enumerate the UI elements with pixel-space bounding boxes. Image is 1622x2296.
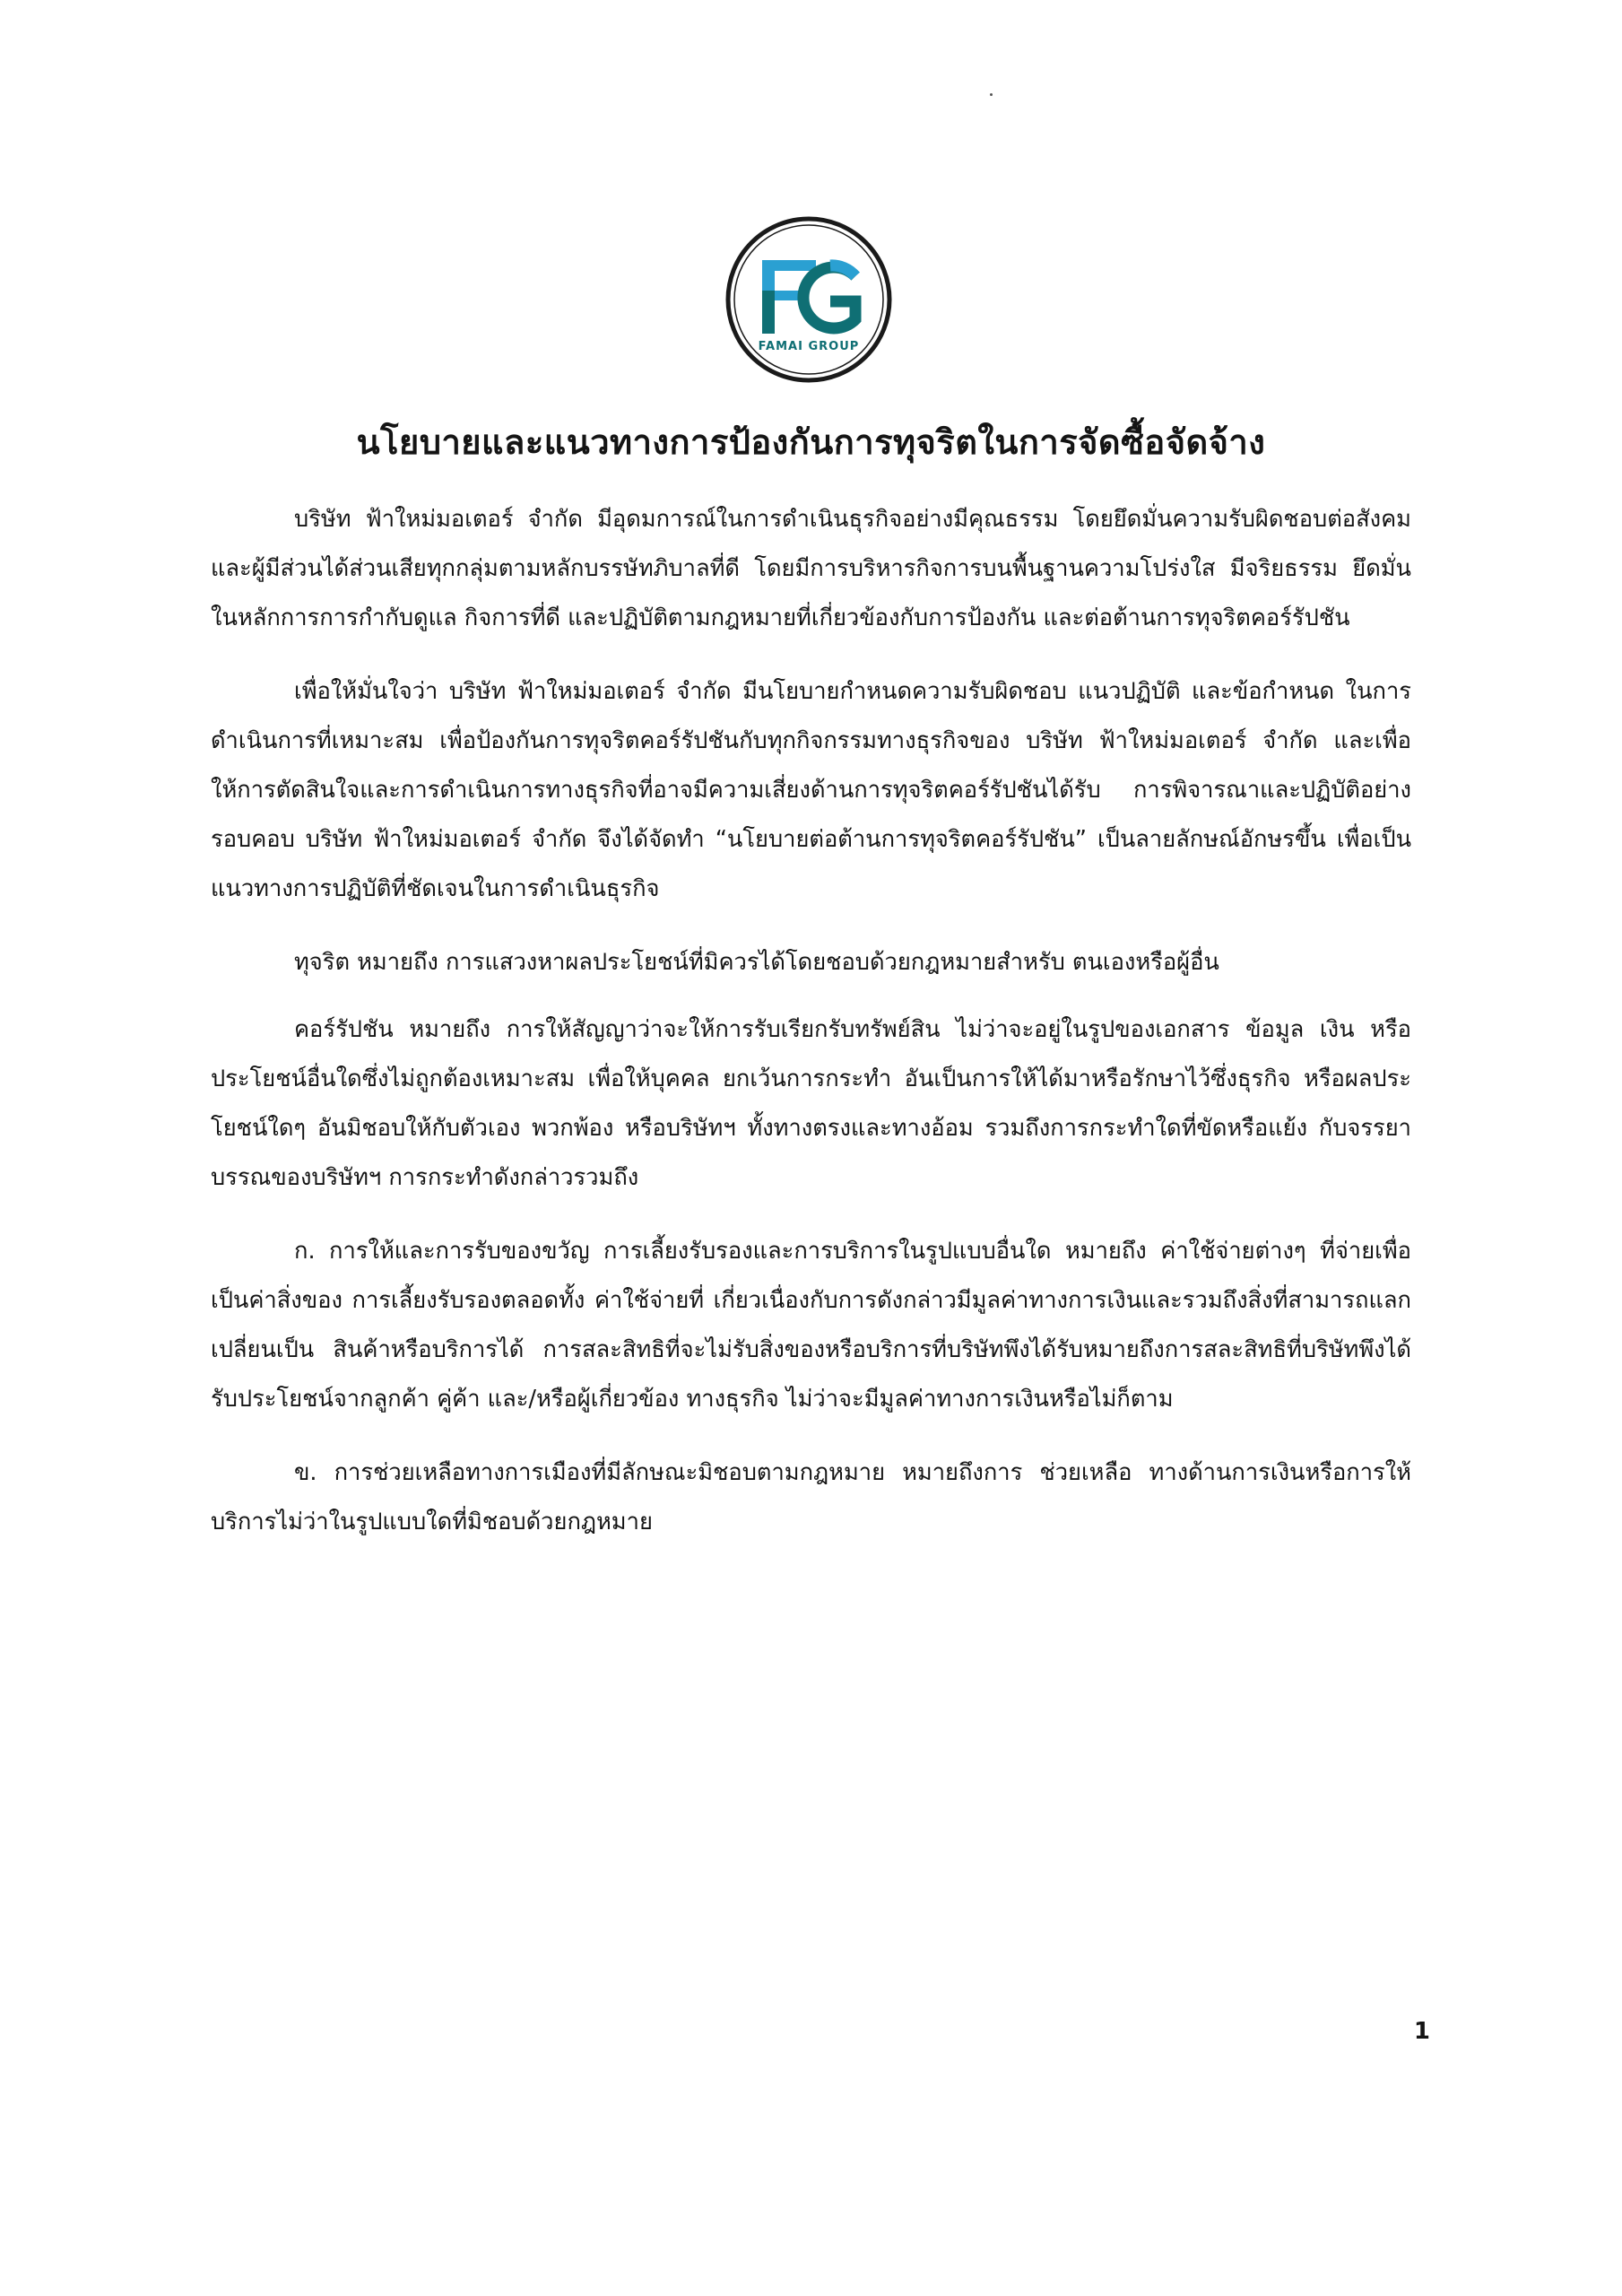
- fc-monogram-icon: [724, 215, 893, 384]
- paragraph-gifts-hospitality: ก. การให้และการรับของขวัญ การเลี้ยงรับรองและการบริการในรูปแบบอื่นใด หมายถึง ค่าใช้จ่ายต่างๆ ที่จ่ายเพื่อเป็นค่าสิ่งของ การเลี้ยงรับรองตลอดทั้ง ค่าใช้จ่ายที่ เกี่ยวเนื่องกับการดังกล่าวมีมูลค่าทางการเงินและรวมถึงสิ่งที่สามารถแลกเปลี่ยนเป็น สินค้าหรือบริการได้ การสละสิทธิที่จะไม่รับสิ่งของหรือบริการที่บริษัทพึงได้รับหมายถึงการสละสิทธิที่บริษัทพึงได้รับประโยชน์จากลูกค้า คู่ค้า และ/หรือผู้เกี่ยวข้อง ทางธุรกิจ ไม่ว่าจะมีมูลค่าทางการเงินหรือไม่ก็ตาม: [211, 1238, 1411, 1413]
- paragraph-political-assistance: ข. การช่วยเหลือทางการเมืองที่มีลักษณะมิชอบตามกฎหมาย หมายถึงการ ช่วยเหลือ ทางด้านการเงินหรือการให้บริการไม่ว่าในรูปแบบใดที่มิชอบด้วยกฎหมาย: [211, 1459, 1411, 1535]
- paragraph-policy-purpose: เพื่อให้มั่นใจว่า บริษัท ฟ้าใหม่มอเตอร์ จำกัด มีนโยบายกำหนดความรับผิดชอบ แนวปฏิบัติ และข้อกำหนด ในการดำเนินการที่เหมาะสม เพื่อป้องกันการทุจริตคอร์รัปชันกับทุกกิจกรรมทางธุรกิจของ บริษัท ฟ้าใหม่มอเตอร์ จำกัด และเพื่อให้การตัดสินใจและการดำเนินการทางธุรกิจที่อาจมีความเสี่ยงด้านการทุจริตคอร์รัปชันได้รับ การพิจารณาและปฏิบัติอย่างรอบคอบ บริษัท ฟ้าใหม่มอเตอร์ จำกัด จึงได้จัดทำ “นโยบายต่อต้านการทุจริตคอร์รัปชัน” เป็นลายลักษณ์อักษรขึ้น เพื่อเป็นแนวทางการปฏิบัติที่ชัดเจนในการดำเนินธุรกิจ: [211, 678, 1411, 902]
- document-title: นโยบายและแนวทางการป้องกันการทุจริตในการจัดซื้อจัดจ้าง: [356, 422, 1266, 462]
- document-body: [211, 495, 1411, 1571]
- logo-wordmark: FAMAI GROUP: [758, 340, 860, 353]
- paragraph-definition-corruption: คอร์รัปชัน หมายถึง การให้สัญญาว่าจะให้การรับเรียกรับทรัพย์สิน ไม่ว่าจะอยู่ในรูปของเอกสาร ข้อมูล เงิน หรือประโยชน์อื่นใดซึ่งไม่ถูกต้องเหมาะสม เพื่อให้บุคคล ยกเว้นการกระทำ อันเป็นการให้ได้มาหรือรักษาไว้ซึ่งธุรกิจ หรือผลประโยชน์ใดๆ อันมิชอบให้กับตัวเอง พวกพ้อง หรือบริษัทฯ ทั้งทางตรงและทางอ้อม รวมถึงการกระทำใดที่ขัดหรือแย้ง กับจรรยาบรรณของบริษัทฯ การกระทำดังกล่าวรวมถึง: [211, 1016, 1411, 1191]
- page-number: 1: [1413, 2018, 1430, 2045]
- scan-speck: [990, 93, 993, 96]
- company-logo: [724, 215, 893, 384]
- paragraph-definition-fraud: ทุจริต หมายถึง การแสวงหาผลประโยชน์ที่มิควรได้โดยชอบด้วยกฎหมายสำหรับ ตนเองหรือผู้อื่น: [294, 949, 1219, 976]
- paragraph-company-ideology: บริษัท ฟ้าใหม่มอเตอร์ จำกัด มีอุดมการณ์ในการดำเนินธุรกิจอย่างมีคุณธรรม โดยยึดมั่นความรับผิดชอบต่อสังคม และผู้มีส่วนได้ส่วนเสียทุกกลุ่มตามหลักบรรษัทภิบาลที่ดี โดยมีการบริหารกิจการบนพื้นฐานความโปร่งใส มีจริยธรรม ยึดมั่นในหลักการการกำกับดูแล กิจการที่ดี และปฏิบัติตามกฎหมายที่เกี่ยวข้องกับการป้องกัน และต่อต้านการทุจริตคอร์รัปชัน: [211, 506, 1411, 631]
